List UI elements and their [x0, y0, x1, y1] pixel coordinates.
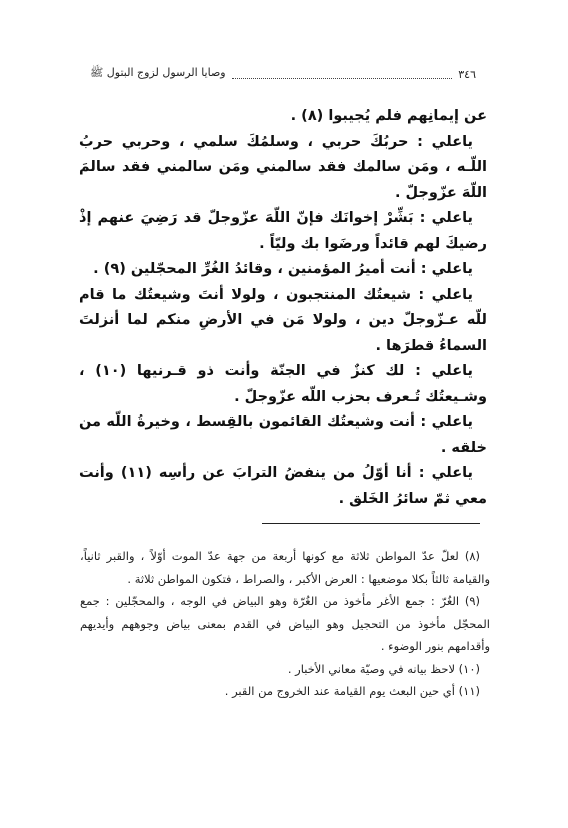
footnotes	[80, 545, 490, 703]
running-title: وصايا الرسول لزوج البتول ﷺ	[90, 66, 226, 79]
footnote: (١١) أي حين البعث يوم القيامة عند الخروج من القبر .	[224, 684, 480, 698]
footnote: (١٠) لاحظ بيانه في وصيّة معاني الأخبار .	[287, 661, 480, 676]
paragraph: عن إيمانِهم فلم يُجيبوا (٨) .	[290, 108, 487, 124]
header-dotted-leader	[232, 70, 453, 79]
page-number: ٣٤٦	[458, 67, 476, 81]
paragraph: ياعلي : أنت أميرُ المؤمنين ، وقائدُ الغُرِّ المحجّلين (٩) .	[93, 261, 473, 277]
main-text	[79, 104, 487, 512]
footnote-divider	[262, 523, 480, 524]
paragraph: ياعلي : أنت وشيعتُك القائمون بالقِسط ، وخيرةُ اللّه من خلقه .	[79, 414, 487, 456]
footnote: (٩) الغُرّ : جمع الأغر مأخوذ من الغُرّة وهو البياض في الوجه ، والمحجّلين : جمع المحجّل مأخوذ من التحجيل وهو البياض في القدم بمعنى بياض وجوههم وأيديهم وأقدامهم بنور الوضوء .	[80, 594, 490, 653]
paragraph: ياعلي : أنا أوّلُ من ينفضُ الترابَ عن رأسِه (١١) وأنت معي ثمّ سائرُ الخَلق .	[79, 465, 487, 507]
paragraph: ياعلي : لك كنزٌ في الجنّة وأنت ذو قـرنيها (١٠) ، وشـيعتُك تُـعرف بحزب اللّه عزّوجلّ .	[79, 363, 487, 405]
paragraph: ياعلي : بَشِّرْ إخوانَك فإنّ اللّهَ عزّوجلّ قد رَضِيَ عنهم إذْ رضيكَ لهم قائداً ورضَوا بك وليّاً .	[79, 210, 487, 252]
footnote: (٨) لعلّ عدّ المواطن ثلاثة مع كونها أربعة من جهة عدّ الموت أوّلاً ، والقبر ثانياً، والقيامة ثالثاً بكلا موضعيها : العرض الأكبر ، والصراط ، فتكون المواطن ثلاثة .	[80, 549, 490, 586]
page-header	[90, 66, 476, 82]
paragraph: ياعلي : حربُكَ حربي ، وسلمُكَ سلمي ، وحربي حربُ اللّـه ، ومَن سالمك فقد سالمني ومَن سالمني فقد سالمَ اللّهَ عزّوجلّ .	[79, 133, 487, 201]
paragraph: ياعلي : شيعتُك المنتجبون ، ولولا أنتَ وشيعتُك ما قام للّه عـزّوجلّ دين ، ولولا مَن في الأرضِ منكم لما أنزلتَ السماءُ قطرَها .	[79, 286, 487, 354]
